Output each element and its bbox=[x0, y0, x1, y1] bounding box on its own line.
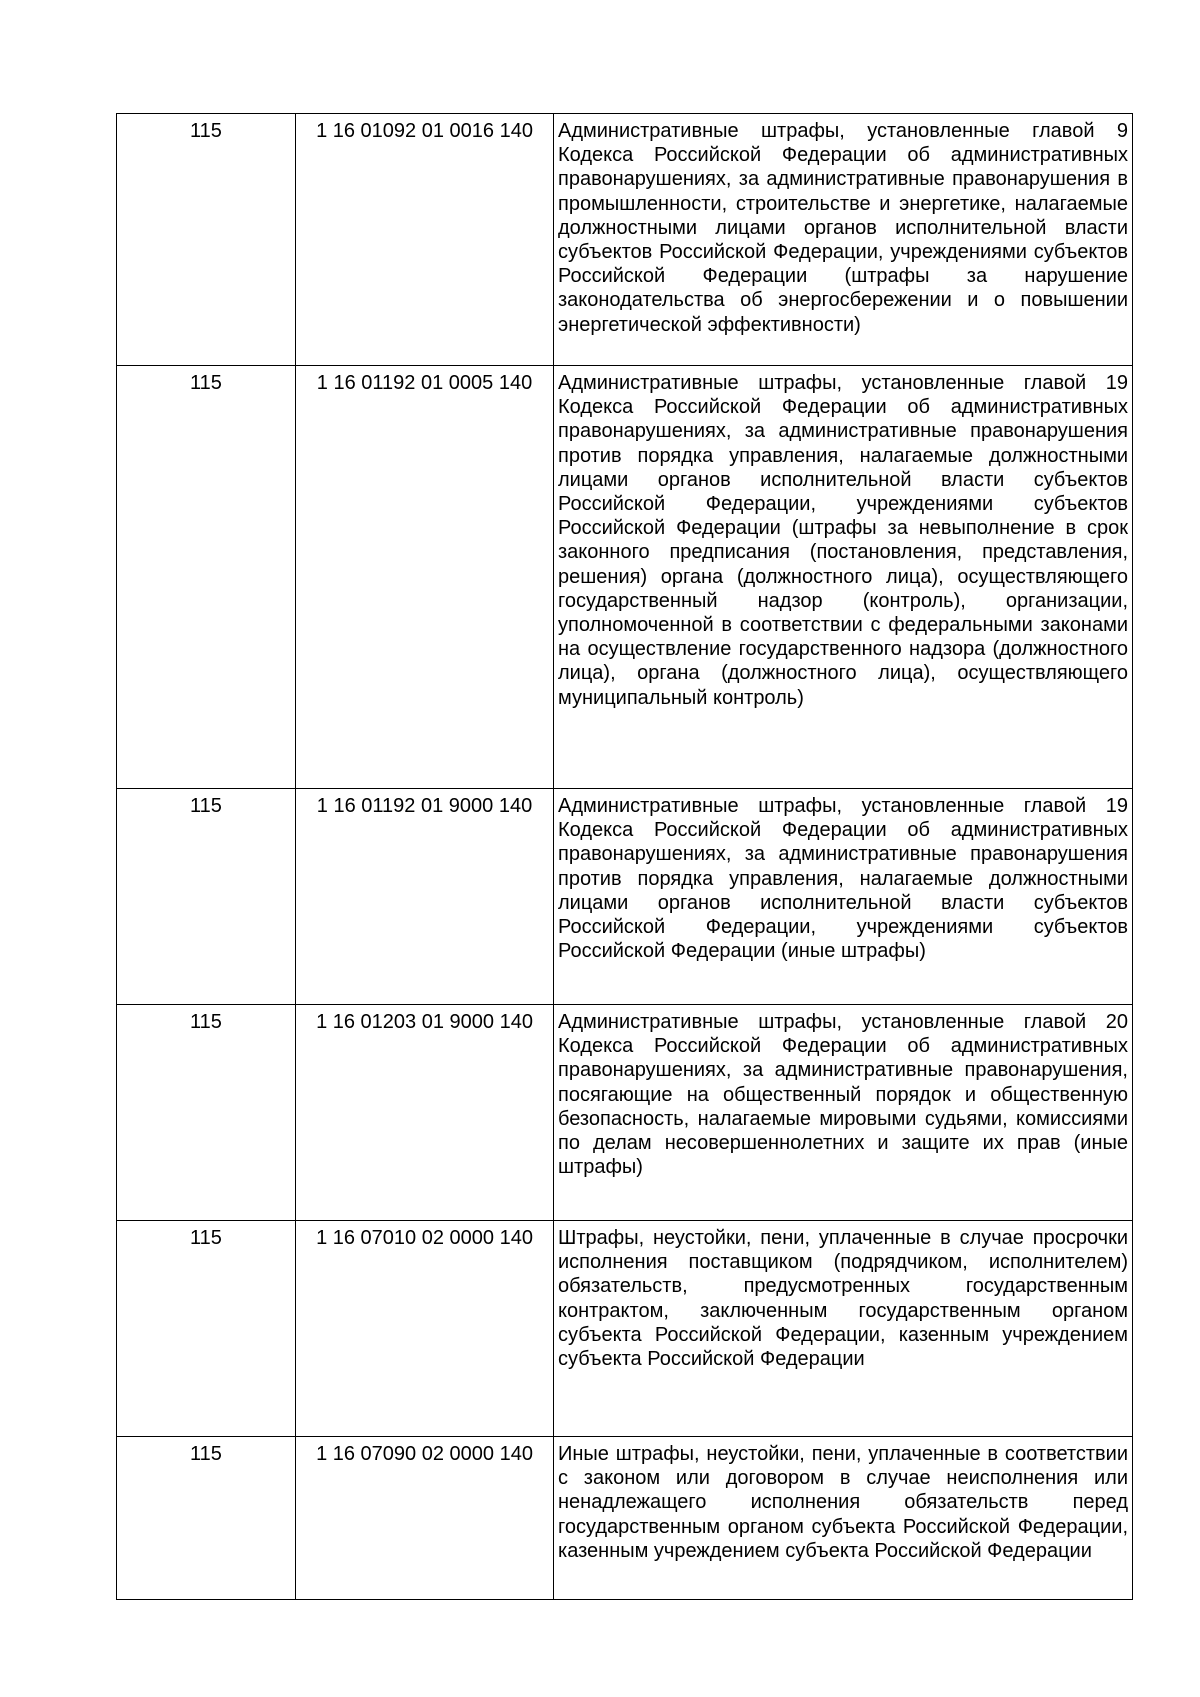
admin-code-cell: 115 bbox=[117, 1221, 296, 1437]
table-row bbox=[117, 114, 1133, 366]
kbk-code-cell: 1 16 07090 02 0000 140 bbox=[296, 1437, 554, 1600]
admin-code-cell: 115 bbox=[117, 1437, 296, 1600]
description-cell: Административные штрафы, установленные главой 9 Кодекса Российской Федерации об административных правонарушениях, за административные правонарушения в промышленности, строительстве и энергетике, налагаемые должностными лицами органов исполнительной власти субъектов Российской Федерации, учреждениями субъектов Российской Федерации (штрафы за нарушение законодательства об энергосбережении и о повышении энергетической эффективности) bbox=[554, 114, 1133, 366]
table-row bbox=[117, 366, 1133, 789]
description-cell: Иные штрафы, неустойки, пени, уплаченные в соответствии с законом или договором в случае неисполнения или ненадлежащего исполнения обязательств перед государственным органом субъекта Российской Федерации, казенным учреждением субъекта Российской Федерации bbox=[554, 1437, 1133, 1600]
kbk-code-cell: 1 16 01092 01 0016 140 bbox=[296, 114, 554, 366]
kbk-code-cell: 1 16 07010 02 0000 140 bbox=[296, 1221, 554, 1437]
table-row bbox=[117, 789, 1133, 1005]
table-row bbox=[117, 1437, 1133, 1600]
admin-code-cell: 115 bbox=[117, 1005, 296, 1221]
admin-code-cell: 115 bbox=[117, 366, 296, 789]
table-row bbox=[117, 1005, 1133, 1221]
revenue-codes-table bbox=[116, 113, 1133, 1600]
description-cell: Штрафы, неустойки, пени, уплаченные в случае просрочки исполнения поставщиком (подрядчиком, исполнителем) обязательств, предусмотренных государственным контрактом, заключенным государственным органом субъекта Российской Федерации, казенным учреждением субъекта Российской Федерации bbox=[554, 1221, 1133, 1437]
table-row bbox=[117, 1221, 1133, 1437]
description-cell: Административные штрафы, установленные главой 19 Кодекса Российской Федерации об административных правонарушениях, за административные правонарушения против порядка управления, налагаемые должностными лицами органов исполнительной власти субъектов Российской Федерации, учреждениями субъектов Российской Федерации (иные штрафы) bbox=[554, 789, 1133, 1005]
kbk-code-cell: 1 16 01192 01 9000 140 bbox=[296, 789, 554, 1005]
admin-code-cell: 115 bbox=[117, 114, 296, 366]
kbk-code-cell: 1 16 01203 01 9000 140 bbox=[296, 1005, 554, 1221]
description-cell: Административные штрафы, установленные главой 19 Кодекса Российской Федерации об административных правонарушениях, за административные правонарушения против порядка управления, налагаемые должностными лицами органов исполнительной власти субъектов Российской Федерации, учреждениями субъектов Российской Федерации (штрафы за невыполнение в срок законного предписания (постановления, представления, решения) органа (должностного лица), осуществляющего государственный надзор (контроль), организации, уполномоченной в соответствии с федеральными законами на осуществление государственного надзора (должностного лица), органа (должностного лица), осуществляющего муниципальный контроль) bbox=[554, 366, 1133, 789]
description-cell: Административные штрафы, установленные главой 20 Кодекса Российской Федерации об административных правонарушениях, за административные правонарушения, посягающие на общественный порядок и общественную безопасность, налагаемые мировыми судьями, комиссиями по делам несовершеннолетних и защите их прав (иные штрафы) bbox=[554, 1005, 1133, 1221]
kbk-code-cell: 1 16 01192 01 0005 140 bbox=[296, 366, 554, 789]
admin-code-cell: 115 bbox=[117, 789, 296, 1005]
